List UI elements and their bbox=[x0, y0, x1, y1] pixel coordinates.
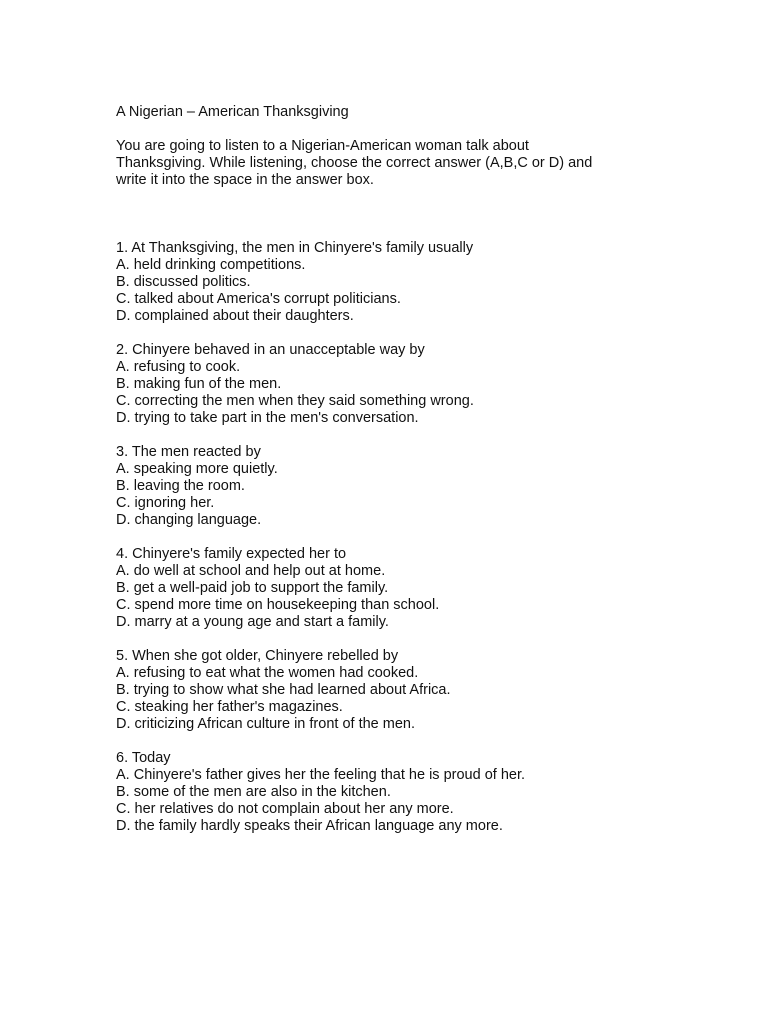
answer-option-a: A. refusing to eat what the women had cooked. bbox=[116, 665, 419, 681]
answer-option-a: A. refusing to cook. bbox=[116, 359, 241, 375]
question-stem: 1. At Thanksgiving, the men in Chinyere's family usually bbox=[116, 240, 474, 256]
question-stem: 5. When she got older, Chinyere rebelled by bbox=[116, 648, 399, 664]
question-list bbox=[116, 240, 716, 835]
answer-option-d: D. criticizing African culture in front of the men. bbox=[116, 716, 415, 732]
question-1 bbox=[116, 240, 716, 325]
answer-option-d: D. complained about their daughters. bbox=[116, 308, 354, 324]
question-2 bbox=[116, 342, 716, 427]
question-3 bbox=[116, 444, 716, 529]
question-4 bbox=[116, 546, 716, 631]
answer-option-a: A. speaking more quietly. bbox=[116, 461, 278, 477]
question-stem: 4. Chinyere's family expected her to bbox=[116, 546, 347, 562]
answer-option-b: B. discussed politics. bbox=[116, 274, 251, 290]
answer-option-b: B. trying to show what she had learned about Africa. bbox=[116, 682, 451, 698]
answer-option-d: D. changing language. bbox=[116, 512, 262, 528]
answer-option-a: A. Chinyere's father gives her the feeling that he is proud of her. bbox=[116, 767, 526, 783]
question-stem: 3. The men reacted by bbox=[116, 444, 261, 460]
answer-option-b: B. making fun of the men. bbox=[116, 376, 282, 392]
answer-option-c: C. spend more time on housekeeping than school. bbox=[116, 597, 440, 613]
answer-option-c: C. talked about America's corrupt politicians. bbox=[116, 291, 401, 307]
question-stem: 6. Today bbox=[116, 750, 171, 766]
answer-option-b: B. some of the men are also in the kitchen. bbox=[116, 784, 391, 800]
question-6 bbox=[116, 750, 716, 835]
answer-option-a: A. do well at school and help out at home. bbox=[116, 563, 386, 579]
question-stem: 2. Chinyere behaved in an unacceptable way by bbox=[116, 342, 425, 358]
answer-option-c: C. correcting the men when they said something wrong. bbox=[116, 393, 474, 409]
answer-option-b: B. leaving the room. bbox=[116, 478, 245, 494]
document-page bbox=[116, 104, 716, 852]
answer-option-c: C. steaking her father's magazines. bbox=[116, 699, 343, 715]
answer-option-a: A. held drinking competitions. bbox=[116, 257, 306, 273]
question-5 bbox=[116, 648, 716, 733]
answer-option-b: B. get a well-paid job to support the family. bbox=[116, 580, 389, 596]
document-title: A Nigerian – American Thanksgiving bbox=[116, 104, 349, 120]
answer-option-d: D. trying to take part in the men's conversation. bbox=[116, 410, 419, 426]
answer-option-c: C. her relatives do not complain about her any more. bbox=[116, 801, 454, 817]
instructions-paragraph: You are going to listen to a Nigerian-American woman talk about Thanksgiving. While listening, choose the correct answer (A,B,C or D) and write it into the space in the answer box. bbox=[116, 138, 593, 188]
answer-option-c: C. ignoring her. bbox=[116, 495, 215, 511]
answer-option-d: D. the family hardly speaks their African language any more. bbox=[116, 818, 503, 834]
answer-option-d: D. marry at a young age and start a family. bbox=[116, 614, 389, 630]
